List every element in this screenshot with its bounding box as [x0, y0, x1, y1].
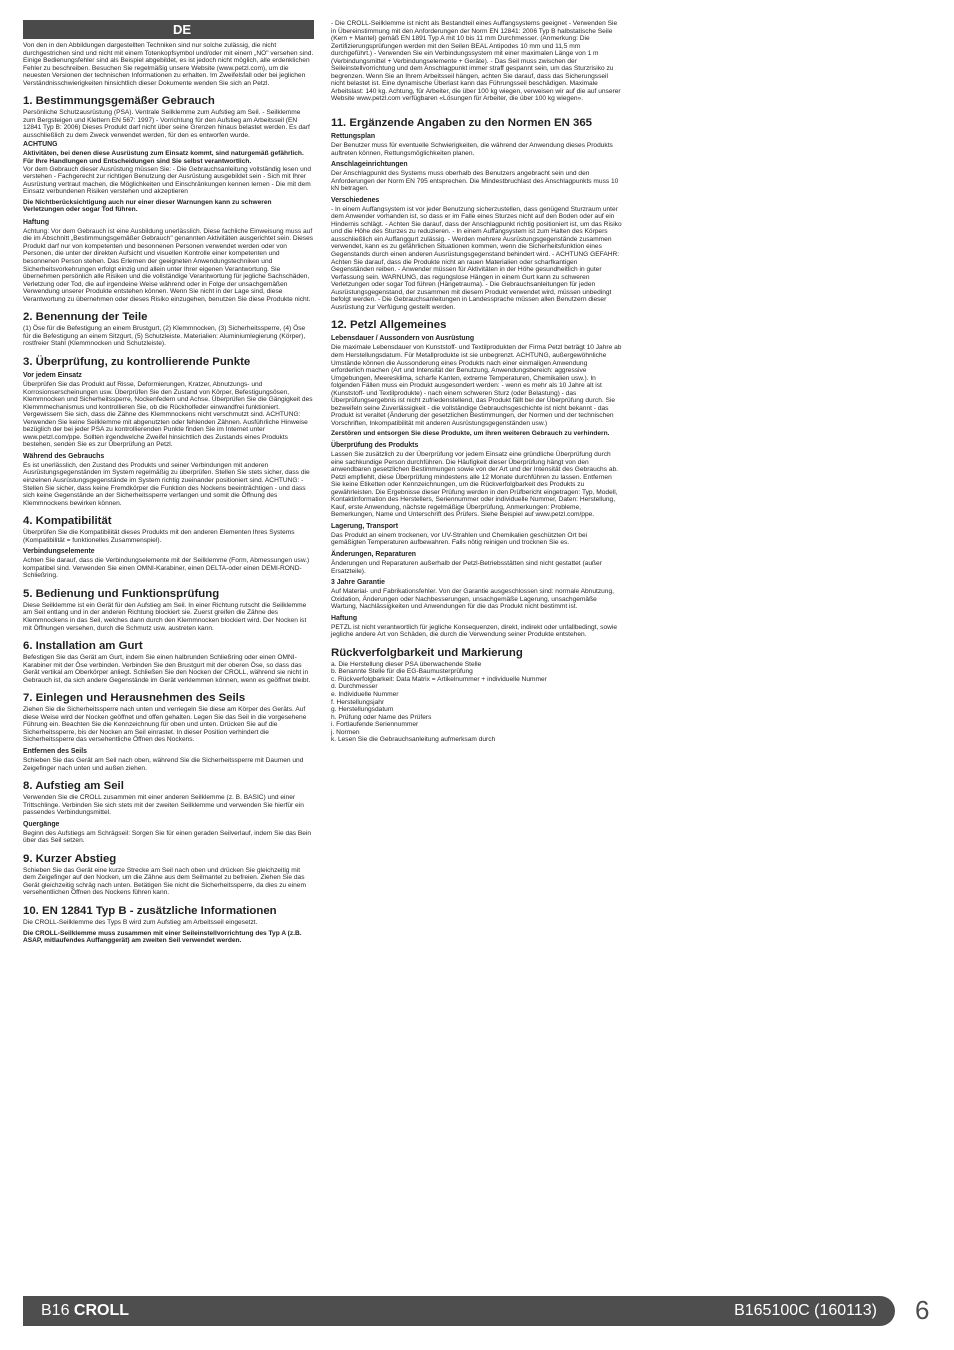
section-title: 9. Kurzer Abstieg	[23, 852, 117, 865]
subsection-heading: Verschiedenes	[331, 196, 380, 204]
section-title: 4. Kompatibilität	[23, 515, 112, 528]
list-item: j. Normen	[331, 728, 360, 736]
footer-product-name: CROLL	[73, 1302, 130, 1319]
list-item: i. Fortlaufende Seriennummer	[331, 721, 419, 729]
section-text: Die CROLL-Seilklemme des Typs B wird zum Aufstieg am Arbeitsseil eingesetzt.	[23, 919, 258, 927]
section-title: 7. Einlegen und Herausnehmen des Seils	[23, 692, 246, 705]
list-item: f. Herstellungsjahr	[331, 698, 385, 706]
footer-bar	[23, 1296, 895, 1326]
subsection-heading: Änderungen, Reparaturen	[331, 550, 416, 558]
section-text: - In einem Auffangsystem ist vor jeder Benutzung sicherzustellen, dass genügend Sturzraum unter dem Anwender vorhanden ist, so dass er im Falle eines Sturzes nicht auf den Boden oder auf ein Hindernis schlägt. - Achten Sie darauf, dass der Anschlagpunkt richtig positioniert ist, um das Risiko und die Höhe des Sturzes zu reduzieren. - In einem Auffangsystem ist zum Halten des Körpers ausschließlich ein Auffanggurt zulässig. - Werden mehrere Ausrüstungsgegenstände zusammen verwendet, kann es zu gefährlichen Situationen kommen, wenn die Sicherheitsfunktion eines Gegenstands durch einen anderen Ausrüstungsgegenstand behindert wird. - ACHTUNG GEFAHR: Achten Sie darauf, dass die Produkte nicht an rauen Materialien oder scharfkantigen Gegenständen reiben. - Anwender müssen für Aktivitäten in der Höhe gesundheitlich in guter Verfassung sein. WARNUNG, das regungslose Hängen in einem Gurt kann zu schweren Verletzungen oder sogar Tod führen (Hängetrauma). - Die Gebrauchsanleitungen für jeden Ausrüstungsgegenstand, der zusammen mit diesem Produkt verwendet wird, müssen unbedingt befolgt werden. - Die Gebrauchsanleitungen in Landessprache müssen allen Benutzern dieser Ausrüstung zur Verfügung gestellt werden.	[331, 205, 622, 311]
section-text: Persönliche Schutzausrüstung (PSA). Ventrale Seilklemme zum Aufstieg am Seil. - Seilklemme zum Bergsteigen und Klettern EN 567: 1997) - Vorrichtung für den Aufstieg am Arbeitsseil (EN 12841 Typ B: 2006) Dieses Produkt darf nicht über seine Grenzen hinaus belastet werden. Es darf ausschließlich zu dem Zweck verwendet werden, für den es entworfen wurde.	[23, 109, 310, 139]
subsection-heading: Entfernen des Seils	[23, 748, 87, 755]
subsection-heading: 3 Jahre Garantie	[331, 579, 386, 587]
subsection-heading: Rettungsplan	[331, 133, 376, 141]
section-title: 12. Petzl Allgemeines	[331, 319, 447, 332]
section-title: Rückverfolgbarkeit und Markierung	[331, 646, 523, 659]
section-title: 10. EN 12841 Typ B - zusätzliche Informationen	[23, 905, 277, 918]
section-text: Schieben Sie das Gerät am Seil nach oben, während Sie die Sicherheitssperre mit Daumen und Zeigefinger nach unten und außen ziehen.	[23, 757, 304, 772]
warning-text: Die Nichtberücksichtigung auch nur einer dieser Warnungen kann zu schweren Verletzungen oder sogar Tod führen.	[23, 198, 272, 214]
section-text: (1) Öse für die Befestigung an einem Brustgurt, (2) Klemmnocken, (3) Sicherheitssperre, (4) Öse für die Befestigung an einem Sitzgurt, (5) Schutzleiste. Materialien: Aluminiumlegierung (Körper), rostfreier Stahl (Klemmnocken und Schutzleiste).	[23, 325, 306, 348]
subsection-heading: Während des Gebrauchs	[23, 452, 105, 460]
section-title: 5. Bedienung und Funktionsprüfung	[23, 587, 220, 600]
subsection-heading: Vor jedem Einsatz	[23, 371, 82, 379]
section-text: Auf Material- und Fabrikationsfehler. Von der Garantie ausgeschlossen sind: normale Abnutzung, Oxidation, Änderungen oder Nachbesserungen, unsachgemäße Lagerung, unsachgemäße Wartung, Nachlässigkeiten und Anwendungen für die das Produkt nicht bestimmt ist.	[331, 588, 614, 611]
subsection-heading: Anschlageinrichtungen	[331, 161, 408, 169]
language-tab: DE	[23, 20, 314, 39]
footer-product	[41, 1300, 129, 1322]
section-title: 1. Bestimmungsgemäßer Gebrauch	[23, 95, 215, 108]
section-text: Überprüfen Sie das Produkt auf Risse, Deformierungen, Kratzer, Abnutzungs- und Korrosionserscheinungen usw. Überprüfen Sie den Zustand von Körper, Befestigungsösen, Klemmnocken und Sicherheitssperre, Nockenfedern und Achse. Überprüfen Sie die Gängigkeit des Klemmmechanismus und kontrollieren Sie, ob die Rückholfeder einwandfrei funktioniert. Vergewissern Sie sich, dass die Zähne des Klemmnockens nicht verschmutzt sind. ACHTUNG: Verwenden Sie keine Seilklemme mit abgenutzten oder fehlenden Zähnen. Ausführliche Hinweise bezüglich der bei jeder PSA zu kontrollierenden Punkte finden Sie im Internet unter www.petzl.com/ppe. Sollten irgendwelche Zweifel hinsichtlich des Zustands eines Produkts bestehen, senden Sie es zur Überprüfung an Petzl.	[23, 380, 313, 449]
intro-text: Von den in den Abbildungen dargestellten Techniken sind nur solche zulässig, die nicht durchgestrichen sind und nicht mit einem Totenkopfsymbol und/oder mit einem „NO" versehen sind. Einige Bedienungsfehler sind als Beispiel abgebildet, es ist jedoch nicht möglich, alle erdenklichen Fehler zu beschreiben. Besuchen Sie regelmäßig unsere Website (www.petzl.com), um die neuesten Versionen der technischen Informationen zu erhalten. Im Zweifelsfall oder bei jeglichen Verständnisschwierigkeiten hinsichtlich dieser Dokumente wenden Sie sich an Petzl.	[23, 42, 314, 87]
section-title: 8. Aufstieg am Seil	[23, 780, 124, 793]
section-text: Befestigen Sie das Gerät am Gurt, indem Sie einen halbrunden Schließring oder einen OMNI-Karabiner mit der Öse verbinden. Verbinden Sie den Brustgurt mit der oberen Öse, so dass das Gerät vertikal am Oberkörper anliegt. Schließen Sie den Nocken der CROLL, während sie nicht in Gebrauch ist, da sich andere Gegenstände im Gerät verklemmen können, wenn es geöffnet bleibt.	[23, 654, 311, 684]
section-title: 6. Installation am Gurt	[23, 640, 143, 653]
section-text: PETZL ist nicht verantwortlich für jegliche Konsequenzen, direkt, indirekt oder unfallbedingt, sowie jegliche andere Art von Schäden, die durch die Verwendung seiner Produkte entstehen.	[331, 623, 618, 639]
section-text: Ziehen Sie die Sicherheitssperre nach unten und verriegeln Sie diese am Körper des Geräts. Auf diese Weise wird der Nocken geöffnet und offen gehalten. Legen Sie das Seil in die vorgesehene Führung ein. Beachten Sie die Kennzeichnung für oben und unten. Drücken Sie auf die Sicherheitssperre, bis der Nocken am Seil einrastet. In dieser Position verhindert die Sicherheitssperre das versehentliche Öffnen des Nockens.	[23, 706, 307, 744]
section-title: 11. Ergänzende Angaben zu den Normen EN 365	[331, 117, 592, 130]
section-text: Überprüfen Sie die Kompatibilität dieses Produkts mit den anderen Elementen Ihres Systems (Kompatibilität = funktionelles Zusammenspiel).	[23, 529, 295, 544]
right-column	[331, 20, 622, 744]
prerequisites-text: Vor dem Gebrauch dieser Ausrüstung müssen Sie: - Die Gebrauchsanleitung vollständig lesen und verstehen - Fachgerecht zur richtigen Benutzung der Ausrüstung ausgebildet sein - Sich mit Ihrer Ausrüstung vertraut machen, die Möglichkeiten und Einschränkungen kennen lernen - Die mit dem Einsatz verbundenen Risiken verstehen und akzeptieren	[23, 165, 312, 196]
subsection-heading: Lebensdauer / Aussondern von Ausrüstung	[331, 335, 475, 343]
list-item: a. Die Herstellung dieser PSA überwachende Stelle	[331, 660, 482, 668]
section-text: Der Anschlagpunkt des Systems muss oberhalb des Benutzers angebracht sein und den Anforderungen der Norm EN 795 entsprechen. Die Mindestbruchlast des Anschlagpunkts muss 10 kN betragen.	[331, 170, 619, 193]
page-number: 6	[915, 1295, 930, 1325]
section-text: Schieben Sie das Gerät eine kurze Strecke am Seil nach oben und drücken Sie gleichzeitig mit dem Zeigefinger auf den Nocken, um die Zähne aus dem Seilmantel zu befreien. Ziehen Sie das Gerät gleichzeitig schräg nach unten. Betätigen Sie nicht die Sicherheitssperre, da dies zu einem versehentlichen Öffnen des Nockens führen kann.	[23, 866, 306, 897]
subsection-heading: Lagerung, Transport	[331, 522, 398, 530]
section-text: Verwenden Sie die CROLL zusammen mit einer anderen Seilklemme (z. B. BASIC) und einer Trittschlinge. Verbinden Sie sich stets mit der zweiten Seilklemme und verwenden Sie hierfür ein passendes Verbindungsmittel.	[23, 794, 304, 817]
section-text: Achten Sie darauf, dass die Verbindungselemente mit der Seilklemme (Form, Abmessungen usw.) kompatibel sind. Verwenden Sie einen OMNI-Karabiner, einen DELTA-oder einen DEMI-ROND-Schließring.	[23, 557, 310, 580]
list-item: e. Individuelle Nummer	[331, 691, 399, 698]
section-title: 3. Überprüfung, zu kontrollierende Punkte	[23, 355, 251, 368]
list-item: k. Lesen Sie die Gebrauchsanleitung aufmerksam durch	[331, 736, 496, 744]
section-title: 2. Benennung der Teile	[23, 311, 148, 324]
warning-text: Für Ihre Handlungen und Entscheidungen sind Sie selbst verantwortlich.	[23, 158, 252, 166]
list-item: c. Rückverfolgbarkeit: Data Matrix = Artikelnummer + individuelle Nummer	[331, 675, 547, 683]
subsection-heading: Haftung	[331, 614, 358, 622]
section-text: Diese Seilklemme ist ein Gerät für den Aufstieg am Seil. In einer Richtung rutscht die Seilklemme am Seil entlang und in der anderen Richtung blockiert sie. Zuerst greifen die Zähne des Klemmnockens in das Seil, welches dann durch den Klemmnocken blockiert wird. Der Nocken ist mit Öffnungen versehen, durch die Schmutz usw. austreten kann.	[23, 601, 307, 632]
liability-text: Achtung: Vor dem Gebrauch ist eine Ausbildung unerlässlich. Diese fachliche Einweisung muss auf die im Abschnitt „Bestimmungsgemäßer Gebrauch" genannten Aktivitäten ausgerichtet sein. Dieses Produkt darf nur von kompetenten und besonnenen Personen verwendet werden oder von Personen, die unter der direkten Aufsicht und visuellen Kontrolle einer kompetenten und besonnenen Person stehen. Das Erlernen der geeigneten Anwendungstechniken und Sicherheitsvorkehrungen erfolgt einzig und allein unter Ihrer eigenen Verantwortung. Sie übernehmen persönlich alle Risiken und die vollständige Verantwortung für jegliche Sachschäden, Verletzung oder Tod, die auf irgendeine Weise während oder in Folge der unsachgemäßen Verwendung unserer Produkte entstehen können. Wenn Sie nicht in der Lage sind, diese Verantwortung zu übernehmen oder dieses Risiko einzugehen, benutzen Sie diese Produkte nicht.	[23, 227, 314, 303]
list-item: d. Durchmesser	[331, 683, 378, 691]
left-column	[23, 20, 314, 945]
section-text: Lassen Sie zusätzlich zu der Überprüfung vor jedem Einsatz eine gründliche Überprüfung durch eine sachkundige Person durchführen. Die Häufigkeit dieser Überprüfung hängt von den anwendbaren gesetzlichen Bestimmungen sowie von der Art und der Intensität des Gebrauchs ab. Petzl empfiehlt, diese Überprüfung mindestens alle 12 Monate durchführen zu lassen. Entfernen Sie keine Etiketten oder Kennzeichnungen, um die Rückverfolgbarkeit des Produkts zu gewährleisten. Die Ergebnisse dieser Prüfung werden in den Prüfbericht eingetragen: Typ, Modell, Kontaktinformation des Herstellers, Seriennummer oder individuelle Nummer, Daten: Herstellung, Kauf, erste Anwendung, nächste regelmäßige Überprüfung, Anmerkungen: Probleme, Bemerkungen, Name und Unterschrift des Prüfers. Siehe Beispiel auf www.petzl.com/ppe.	[331, 450, 619, 519]
section-text: Änderungen und Reparaturen außerhalb der Petzl-Betriebsstätten sind nicht gestattet (außer Ersatzteile).	[331, 559, 602, 575]
section-text: - Die CROLL-Seilklemme ist nicht als Bestandteil eines Auffangsystems geeignet - Verwenden Sie in Übereinstimmung mit den Anforderungen der Norm EN 12841: 2006 Typ B halbstatische Seile (Kern + Mantel) gemäß EN 1891 Typ A mit 10 bis 11 mm Durchmesser. (Anmerkung: Die Zertifizierungsprüfungen werden mit den Seilen BEAL Antipodes 10 mm und 11,5 mm durchgeführt.) - Verwenden Sie ein Verbindungssystem mit einer maximalen Länge von 1 m (Verbindungsmittel + Verbindungselemente + Geräte). - Das Seil muss zwischen der Seileinstellvorrichtung und dem Anschlagpunkt immer straff gespannt sein, um das Sturzrisiko zu begrenzen. Wenn Sie an Ihrem Arbeitsseil hängen, achten Sie darauf, dass das Sicherungsseil nicht belastet ist. Eine dynamische Überlast kann das Führungsseil beschädigen. Maximale Arbeitslast: 140 kg. Achtung, für Arbeiter, die über 100 kg wiegen, verweisen wir auf die auf unserer Website www.petzl.com verfügbaren «Lösungen für Arbeiter, die über 100 kg wiegen».	[331, 20, 621, 103]
subsection-heading: Haftung	[23, 218, 50, 226]
section-text: Das Produkt an einem trockenen, vor UV-Strahlen und Chemikalien geschützten Ort bei gemäßigten Temperaturen aufbewahren. Falls nötig reinigen und trocknen Sie es.	[331, 531, 588, 547]
list-item: g. Herstellungsdatum	[331, 706, 394, 714]
section-text: Die maximale Lebensdauer von Kunststoff- und Textilprodukten der Firma Petzl beträgt 10 Jahre ab dem Herstellungsdatum. Für Metallprodukte ist sie unbegrenzt. ACHTUNG, außergewöhnliche Umstände können die Aussonderung eines Produkts nach einer einmaligen Anwendung erforderlich machen (Art und Intensität der Benutzung, Anwendungsbereich: aggressive Umgebungen, Meeresklima, scharfe Kanten, extreme Temperaturen, Chemikalien usw.). In folgenden Fällen muss ein Produkt ausgesondert werden: - wenn es mehr als 10 Jahre alt ist (Kunststoff- und Textilprodukte) - nach einem schweren Sturz (oder Belastung) - das Überprüfungsergebnis ist nicht zufriedenstellend, das Produkt fällt bei der Überprüfung durch. Sie bezweifeln seine Zuverlässigkeit - die vollständige Gebrauchsgeschichte ist nicht bekannt - das Produkt ist veraltet (Änderung der gesetzlichen Bestimmungen, der Normen und der technischen Vorschriften, Inkompatibilität mit anderen Ausrüstungsgegenständen usw.)	[331, 344, 622, 427]
subsection-heading: Verbindungselemente	[23, 548, 95, 556]
footer-ref: B16	[41, 1302, 70, 1319]
list-item: b. Benannte Stelle für die EG-Baumusterprüfung	[331, 668, 473, 676]
warning-heading: ACHTUNG	[23, 141, 58, 149]
section-text: Es ist unerlässlich, den Zustand des Produkts und seiner Verbindungen mit anderen Ausrüstungsgegenständen im System regelmäßig zu überprüfen. Stellen Sie stets sicher, dass die einzelnen Ausrüstungsgegenstände im System richtig zueinander positioniert sind. ACHTUNG: - Stellen Sie sicher, dass keine Fremdkörper die Funktion des Nockens beeinträchtigen - und dass sich keine Gegenstände an der Sicherheitssperre verfangen und somit die Öffnung des Klemmnockens bewirken können.	[23, 461, 310, 507]
section-text: Der Benutzer muss für eventuelle Schwierigkeiten, die während der Anwendung dieses Produkts auftreten können, Rettungsmöglichkeiten planen.	[331, 142, 613, 157]
warning-text: Aktivitäten, bei denen diese Ausrüstung zum Einsatz kommt, sind naturgemäß gefährlich.	[23, 150, 304, 158]
footer-code: B165100C (160113)	[734, 1302, 877, 1319]
section-text: Beginn des Aufstiegs am Schrägseil: Sorgen Sie für einen geraden Seilverlauf, indem Sie das Bein über das Seil setzen.	[23, 829, 312, 845]
warning-text: Die CROLL-Seilklemme muss zusammen mit einer Seileinstellvorrichtung des Typ A (z.B. ASAP, mitlaufendes Auffanggerät) am zweiten Seil verwendet werden.	[23, 929, 302, 945]
subsection-heading: Quergänge	[23, 820, 60, 828]
list-item: h. Prüfung oder Name des Prüfers	[331, 713, 432, 721]
subsection-heading: Überprüfung des Produkts	[331, 441, 419, 449]
warning-text: Zerstören und entsorgen Sie diese Produkte, um ihren weiteren Gebrauch zu verhindern.	[331, 430, 610, 438]
